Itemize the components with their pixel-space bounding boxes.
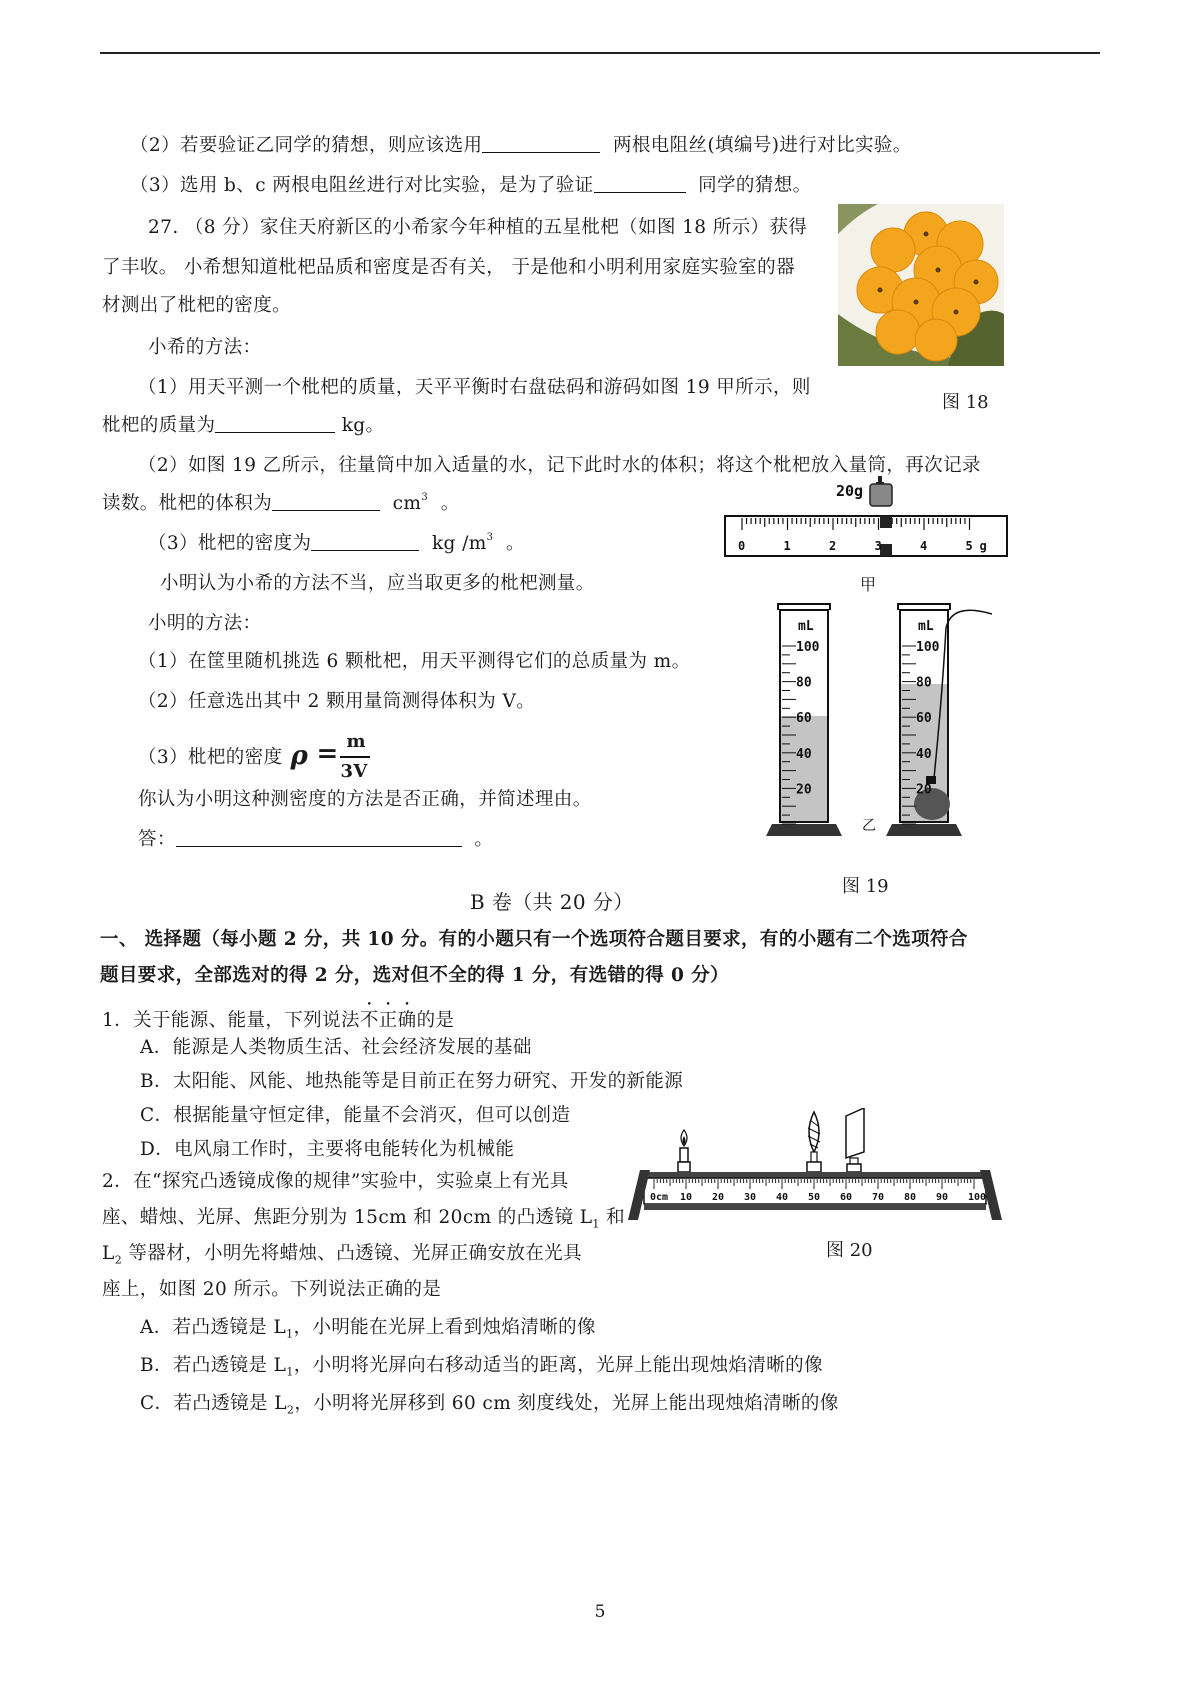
weight-label: 20g: [836, 482, 864, 500]
cylinder-tick-label: 40: [796, 746, 812, 762]
mc-instructions-line2: 题目要求，全部选对的得 2 分，选对但不全的得 1 分，有选错的得 0 分）: [100, 965, 729, 986]
q2-stem-line2-text: 座、蜡烛、光屏、焦距分别为 15cm 和 20cm 的凸透镜 L: [102, 1207, 593, 1228]
q2-l1-sub: 1: [592, 1217, 600, 1231]
xiaoxi-step1-line2: [102, 412, 384, 440]
figure20-caption: 图 20: [826, 1240, 873, 1261]
q2-option-a-text: A．若凸透镜是 L: [140, 1317, 287, 1338]
q2-stem-line3-text: 等器材，小明先将蜡烛、凸透镜、光屏正确安放在光具: [122, 1243, 582, 1264]
water-left: [781, 716, 827, 821]
q26-part3-text: （3）选用 b、c 两根电阻丝进行对比实验，是为了验证: [130, 175, 594, 196]
q1-option-c[interactable]: C．根据能量守恒定律，能量不会消灭，但可以创造: [140, 1105, 571, 1126]
bench-tick-label: 20: [712, 1192, 725, 1203]
q2-option-a[interactable]: [140, 1314, 596, 1342]
formula-rho: ρ: [290, 741, 309, 771]
bench-tick-label: 70: [872, 1192, 885, 1203]
mass-blank[interactable]: [215, 412, 335, 433]
cylinder-tick-label: 60: [916, 711, 932, 727]
xiaoming-step1: （1）在筐里随机挑选 6 颗枇杷，用天平测得它们的总质量为 m。: [138, 651, 691, 672]
cylinder-right: [886, 604, 992, 836]
q2-stem-line2-tail: 和: [599, 1207, 625, 1228]
answer-end: 。: [474, 829, 494, 850]
q26-part3-blank[interactable]: [594, 172, 686, 193]
q26-part3-tail: 同学的猜想。: [698, 175, 812, 196]
q2-stem-line3: [102, 1240, 582, 1268]
q2-option-c[interactable]: [140, 1390, 839, 1418]
xiaoming-method-heading: 小明的方法：: [148, 613, 262, 634]
xiaoxi-step1-line1: （1）用天平测一个枇杷的质量，天平平衡时右盘砝码和游码如图 19 甲所示，则: [138, 377, 811, 398]
balance-tick-label: 1: [783, 539, 791, 553]
cylinder-tick-label: 100: [796, 640, 820, 655]
bench-tick-label: 0cm: [650, 1192, 669, 1203]
q2-option-c-sub: 2: [286, 1403, 295, 1417]
cylinder-unit-label: mL: [918, 619, 934, 634]
candle-icon: [678, 1130, 690, 1172]
loquat-photo: [838, 204, 1004, 366]
cylinder-tick-label: 20: [916, 782, 932, 798]
q1-stem-text: 1．关于能源、能量，下列说法: [102, 1010, 360, 1031]
label-jia: 甲: [860, 575, 877, 594]
density-unit-exp: 3: [486, 532, 494, 543]
cylinder-unit-label: mL: [798, 619, 814, 634]
cylinder-tick-label: 40: [916, 746, 932, 762]
formula-numerator: m: [346, 731, 366, 752]
q2-option-a-tail: ，小明能在光屏上看到烛焰清晰的像: [293, 1317, 596, 1338]
balance-tick-label: g: [979, 539, 987, 553]
bench-tick-label: 50: [808, 1192, 821, 1203]
answer-label: 答：: [138, 829, 176, 850]
xiaoming-opinion: 小明认为小希的方法不当，应当取更多的枇杷测量。: [160, 573, 595, 594]
answer-blank[interactable]: [176, 826, 462, 847]
q2-stem-line1: 2．在“探究凸透镜成像的规律”实验中，实验桌上有光具: [102, 1171, 569, 1192]
mass-unit: kg。: [341, 415, 385, 436]
answer-line: [138, 826, 493, 854]
cylinder-tick-label: 100: [916, 640, 940, 655]
page-number: 5: [594, 1602, 606, 1622]
bench-tick-label: 90: [936, 1192, 949, 1203]
q2-option-a-sub: 1: [286, 1327, 294, 1341]
volume-unit-exp: 3: [421, 492, 429, 503]
cylinder-tick-label: 80: [916, 675, 932, 691]
volume-end: 。: [440, 493, 460, 514]
q2-option-b-text: B．若凸透镜是 L: [140, 1355, 287, 1376]
q2-option-b-tail: ，小明将光屏向右移动适当的距离，光屏上能出现烛焰清晰的像: [293, 1355, 823, 1376]
xiaoming-step3: [138, 732, 368, 784]
bench-tick-label: 30: [744, 1192, 757, 1203]
weight-icon: [870, 476, 892, 506]
volume-blank[interactable]: [272, 490, 380, 511]
light-screen-icon: [846, 1108, 864, 1172]
bench-rail: [640, 1172, 990, 1178]
density-unit: kg /m: [431, 533, 487, 554]
xiaoxi-step2-text: 读数。枇杷的体积为: [102, 493, 273, 514]
q2-stem-line4: 座上，如图 20 所示。下列说法正确的是: [102, 1279, 442, 1300]
q27-stem-line1: 27. （8 分）家住天府新区的小希家今年种植的五星枇杷（如图 18 所示）获得: [148, 217, 808, 238]
density-blank[interactable]: [311, 530, 419, 551]
q2-l2-sub: 2: [114, 1253, 123, 1267]
density-formula: [288, 732, 368, 784]
bench-tick-label: 10: [680, 1192, 693, 1203]
q26-part3: [130, 172, 812, 200]
rider-bottom: [880, 544, 892, 556]
xiaoxi-step1-text: 枇杷的质量为: [102, 415, 216, 436]
balance-tick-label: 3: [874, 539, 882, 553]
q2-l2-letter: L: [102, 1243, 115, 1264]
q1-stem-end: 的是: [416, 1010, 455, 1031]
xiaoxi-step3-text: （3）枇杷的密度为: [148, 533, 312, 554]
xiaoxi-step2-line2: [102, 490, 460, 518]
q27-stem-line3: 材测出了枇杷的密度。: [102, 295, 292, 316]
header-rule: [100, 52, 1100, 54]
bench-tick-label: 60: [840, 1192, 853, 1203]
cylinder-tick-label: 60: [796, 711, 812, 727]
optical-bench-figure: [618, 1108, 1012, 1224]
q26-part2: [130, 132, 912, 160]
q1-stem: [102, 1000, 454, 1035]
section-b-title: B 卷（共 20 分）: [470, 890, 634, 914]
balance-tick-label: 0: [738, 539, 746, 553]
q2-option-b-sub: 1: [286, 1365, 294, 1379]
density-end: 。: [505, 533, 525, 554]
xiaoxi-step2-line1: （2）如图 19 乙所示，往量筒中加入适量的水，记下此时水的体积；将这个枇杷放入量筒，再次记录: [138, 455, 981, 476]
cylinder-tick-label: 20: [796, 782, 812, 798]
measuring-cylinders-figure: [756, 598, 996, 838]
balance-tick-label: 2: [829, 539, 837, 553]
formula-denominator: 3V: [340, 761, 368, 782]
convex-lens-icon: [807, 1112, 821, 1172]
xiaoming-step2: （2）任意选出其中 2 颗用量筒测得体积为 V。: [138, 691, 536, 712]
xiaoxi-step3: [148, 530, 525, 558]
q26-part2-text: （2）若要验证乙同学的猜想，则应该选用: [130, 135, 483, 156]
q1-option-a[interactable]: A．能源是人类物质生活、社会经济发展的基础: [140, 1037, 532, 1058]
balance-tick-label: 5: [965, 539, 973, 553]
q26-part2-blank[interactable]: [482, 132, 600, 153]
q2-stem-line2: [102, 1204, 625, 1232]
volume-unit: cm: [392, 493, 422, 514]
balance-scale-figure: [724, 472, 1008, 600]
figure18-caption: 图 18: [942, 392, 989, 413]
q2-option-b[interactable]: [140, 1352, 823, 1380]
xiaoming-step3-text: （3）枇杷的密度: [138, 747, 283, 768]
cylinder-tick-label: 80: [796, 675, 812, 691]
formula-equals: =: [316, 739, 339, 769]
q1-emphasis: 不正确: [359, 1010, 417, 1031]
bench-tick-label: 40: [776, 1192, 789, 1203]
xiaoming-question: 你认为小明这种测密度的方法是否正确，并简述理由。: [138, 789, 592, 810]
bench-tick-label: 80: [904, 1192, 917, 1203]
q1-option-d[interactable]: D．电风扇工作时，主要将电能转化为机械能: [140, 1139, 515, 1160]
q1-option-b[interactable]: B．太阳能、风能、地热能等是目前正在努力研究、开发的新能源: [140, 1071, 684, 1092]
rider-top: [880, 516, 892, 528]
balance-tick-label: 4: [920, 539, 928, 553]
xiaoxi-method-heading: 小希的方法：: [148, 337, 262, 358]
q2-option-c-text: C．若凸透镜是 L: [140, 1393, 287, 1414]
mc-instructions-line1: 一、 选择题（每小题 2 分，共 10 分。有的小题只有一个选项符合题目要求，有的小题有二个选项符合: [100, 929, 968, 950]
bench-tick-label: 100: [968, 1192, 987, 1203]
q2-option-c-tail: ，小明将光屏移到 60 cm 刻度线处，光屏上能出现烛焰清晰的像: [294, 1393, 839, 1414]
q26-part2-tail: 两根电阻丝(填编号)进行对比实验。: [612, 135, 912, 156]
q27-stem-line2: 了丰收。 小希想知道枇杷品质和密度是否有关， 于是他和小明利用家庭实验室的器: [102, 257, 795, 278]
figure19-caption: 图 19: [842, 876, 889, 897]
label-yi: 乙: [862, 818, 876, 834]
